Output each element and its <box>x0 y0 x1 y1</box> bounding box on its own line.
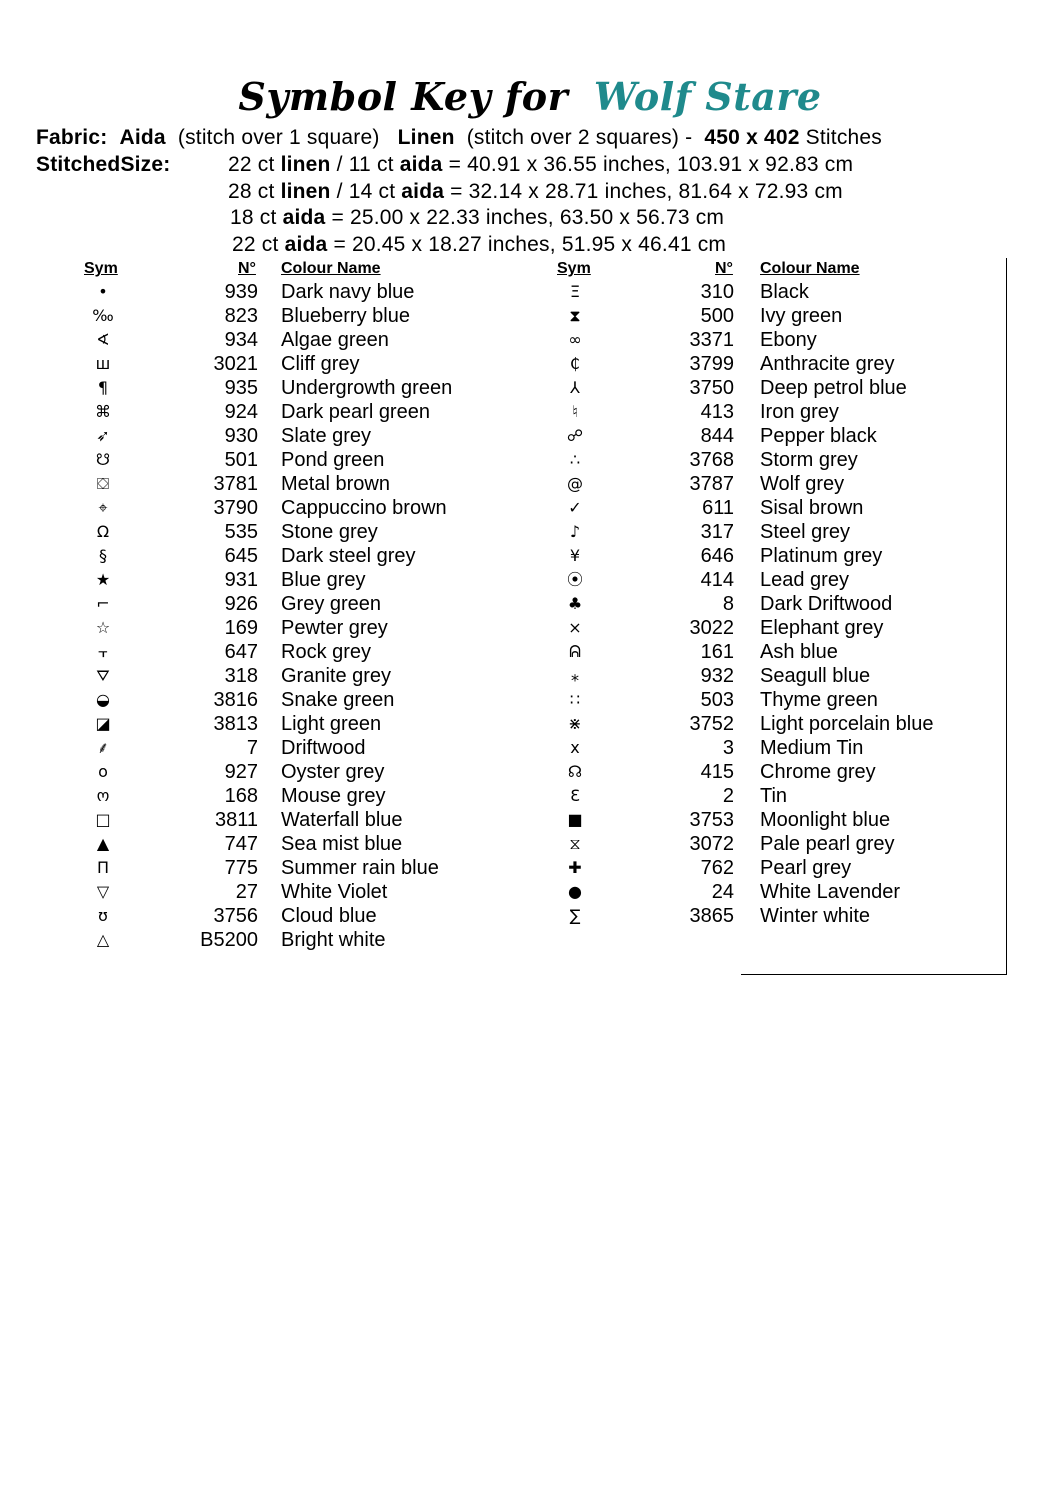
symbol-glyph: ● <box>568 882 582 901</box>
thread-number: 935 <box>224 377 258 399</box>
colour-name: Granite grey <box>281 665 392 687</box>
colour-name: Slate grey <box>281 425 372 447</box>
thread-number: 414 <box>700 569 734 591</box>
symbol-glyph: § <box>99 546 107 565</box>
thread-number: 3787 <box>689 473 734 495</box>
symbol-row <box>0 496 1060 520</box>
colour-name: Cappuccino brown <box>281 497 447 519</box>
size-sep: / 14 ct <box>336 180 396 203</box>
thread-number: 3865 <box>689 905 734 927</box>
symbol-glyph: ⨯ <box>568 618 582 637</box>
fabric-linen-note: (stitch over 2 squares) - <box>466 126 693 149</box>
page-title <box>0 74 1060 119</box>
colour-name: Pale pearl grey <box>760 833 895 855</box>
symbol-glyph: ⛋ <box>96 474 110 493</box>
title-pattern-name: Wolf Stare <box>593 74 822 119</box>
thread-number: 747 <box>224 833 258 855</box>
colour-name: Pepper black <box>760 425 877 447</box>
size-fabric: aida <box>284 233 328 256</box>
thread-number: 775 <box>224 857 258 879</box>
symbol-glyph: ☍ <box>566 426 584 445</box>
thread-number: 3781 <box>213 473 258 495</box>
thread-number: 932 <box>700 665 734 687</box>
symbol-glyph: ☋ <box>95 450 111 469</box>
thread-number: 3022 <box>689 617 734 639</box>
size-line <box>232 233 726 257</box>
symbol-glyph: ⌖ <box>98 498 108 517</box>
colour-name: Metal brown <box>281 473 390 495</box>
symbol-row <box>0 784 1060 808</box>
thread-number: 3021 <box>213 353 258 375</box>
symbol-row <box>0 424 1060 448</box>
thread-number: 317 <box>700 521 734 543</box>
thread-number: 161 <box>700 641 734 663</box>
thread-number: 310 <box>700 281 734 303</box>
colour-name: Sisal brown <box>760 497 864 519</box>
table-border-bottom <box>741 974 1007 975</box>
symbol-row <box>0 544 1060 568</box>
symbol-row <box>0 712 1060 736</box>
symbol-row <box>0 304 1060 328</box>
size-value: = 25.00 x 22.33 inches, 63.50 x 56.73 cm <box>331 206 725 229</box>
right-header-sym: Sym <box>557 260 591 277</box>
symbol-glyph: ☊ <box>567 762 583 781</box>
symbol-glyph: ‰ <box>92 306 114 325</box>
colour-name: Ebony <box>760 329 817 351</box>
colour-name: Driftwood <box>281 737 366 759</box>
symbol-row <box>0 400 1060 424</box>
symbol-glyph: ◪ <box>95 714 111 733</box>
thread-number: 611 <box>702 497 734 519</box>
colour-name: Elephant grey <box>760 617 884 639</box>
colour-name: Medium Tin <box>760 737 864 759</box>
symbol-row <box>0 688 1060 712</box>
symbol-glyph: ₵ <box>569 354 581 373</box>
colour-name: Light green <box>281 713 382 735</box>
colour-name: Ash blue <box>760 641 838 663</box>
symbol-glyph: ⁎ <box>571 666 579 685</box>
thread-number: 931 <box>224 569 258 591</box>
colour-name: Bright white <box>281 929 386 951</box>
thread-number: B5200 <box>200 929 258 951</box>
colour-name: Lead grey <box>760 569 849 591</box>
colour-name: Sea mist blue <box>281 833 403 855</box>
symbol-glyph: ✓ <box>568 498 582 517</box>
symbol-glyph: ◒ <box>96 690 110 709</box>
thread-number: 3816 <box>213 689 258 711</box>
colour-name: Tin <box>760 785 788 807</box>
colour-name: Blueberry blue <box>281 305 410 327</box>
thread-number: 3799 <box>689 353 734 375</box>
colour-name: Summer rain blue <box>281 857 439 879</box>
symbol-glyph: ⅄ <box>570 378 580 397</box>
symbol-glyph: ⦿ <box>566 570 583 589</box>
symbol-glyph: Ɛ <box>570 786 580 805</box>
fabric-aida: Aida <box>119 126 166 149</box>
symbol-glyph: ¶ <box>97 378 109 397</box>
thread-number: 927 <box>224 761 258 783</box>
thread-number: 934 <box>224 329 258 351</box>
symbol-row <box>0 280 1060 304</box>
left-header-name: Colour Name <box>281 260 381 277</box>
thread-number: 939 <box>224 281 258 303</box>
thread-number: 3750 <box>689 377 734 399</box>
symbol-glyph: ш <box>95 354 111 373</box>
thread-number: 7 <box>246 737 258 759</box>
stitch-count-label: Stitches <box>805 126 882 149</box>
symbol-glyph: ★ <box>95 570 111 589</box>
symbol-row <box>0 832 1060 856</box>
symbol-glyph: ∢ <box>96 330 110 349</box>
symbol-glyph: △ <box>96 930 110 949</box>
symbol-row <box>0 328 1060 352</box>
symbol-row <box>0 736 1060 760</box>
thread-number: 924 <box>224 401 258 423</box>
colour-name: Dark steel grey <box>281 545 416 567</box>
colour-name: Light porcelain blue <box>760 713 934 735</box>
thread-number: 2 <box>722 785 734 807</box>
symbol-glyph: ⌐ <box>96 594 110 613</box>
size-fabric: aida <box>282 206 326 229</box>
fabric-line <box>36 126 882 150</box>
thread-number: 535 <box>224 521 258 543</box>
symbol-glyph: ∞ <box>568 330 582 349</box>
colour-name: Storm grey <box>760 449 858 471</box>
colour-name: Deep petrol blue <box>760 377 907 399</box>
thread-number: 762 <box>700 857 734 879</box>
thread-number: 415 <box>700 761 734 783</box>
size-count: 22 ct <box>232 233 279 256</box>
symbol-glyph: o <box>98 762 108 781</box>
size-value: = 20.45 x 18.27 inches, 51.95 x 46.41 cm <box>333 233 727 256</box>
symbol-row <box>0 640 1060 664</box>
symbol-glyph: ⫟ <box>98 642 108 661</box>
symbol-glyph: ▽ <box>96 882 110 901</box>
colour-name: Dark pearl green <box>281 401 430 423</box>
symbol-glyph: ʊ <box>98 906 108 925</box>
colour-name: Dark Driftwood <box>760 593 893 615</box>
symbol-glyph: ♣ <box>567 594 583 613</box>
symbol-row <box>0 880 1060 904</box>
colour-name: Cliff grey <box>281 353 360 375</box>
colour-name: Stone grey <box>281 521 378 543</box>
symbol-glyph: ᕱ <box>569 642 581 661</box>
colour-name: Dark navy blue <box>281 281 415 303</box>
thread-number: 647 <box>224 641 258 663</box>
symbol-row <box>0 616 1060 640</box>
colour-name: Steel grey <box>760 521 851 543</box>
symbol-row <box>0 904 1060 928</box>
colour-name: Rock grey <box>281 641 372 663</box>
thread-number: 930 <box>224 425 258 447</box>
colour-name: Thyme green <box>760 689 878 711</box>
thread-number: 3752 <box>689 713 734 735</box>
symbol-glyph: ✚ <box>568 858 582 877</box>
symbol-row <box>0 928 530 952</box>
thread-number: 926 <box>224 593 258 615</box>
symbol-glyph: • <box>98 282 108 301</box>
thread-number: 169 <box>224 617 258 639</box>
colour-name: Blue grey <box>281 569 366 591</box>
stitched-size-label: StitchedSize: <box>36 153 171 176</box>
title-prefix: Symbol Key for <box>238 74 569 119</box>
thread-number: 500 <box>700 305 734 327</box>
colour-name: Waterfall blue <box>281 809 403 831</box>
symbol-row <box>0 808 1060 832</box>
thread-number: 3813 <box>213 713 258 735</box>
symbol-row <box>0 376 1060 400</box>
symbol-glyph: ⧗ <box>569 306 581 325</box>
thread-number: 3768 <box>689 449 734 471</box>
symbol-row <box>0 856 1060 880</box>
colour-name: White Lavender <box>760 881 901 903</box>
table-border-right <box>1006 258 1007 974</box>
colour-name: Pewter grey <box>281 617 388 639</box>
thread-number: 3 <box>722 737 734 759</box>
thread-number: 844 <box>700 425 734 447</box>
symbol-glyph: ⸙ <box>96 738 109 757</box>
fabric-label: Fabric: <box>36 126 108 149</box>
colour-name: Wolf grey <box>760 473 845 495</box>
thread-number: 27 <box>235 881 258 903</box>
symbol-row <box>0 568 1060 592</box>
size-line <box>228 180 843 204</box>
thread-number: 501 <box>224 449 258 471</box>
fabric-aida-note: (stitch over 1 square) <box>177 126 380 149</box>
colour-name: Oyster grey <box>281 761 385 783</box>
thread-number: 646 <box>700 545 734 567</box>
symbol-glyph: x <box>570 738 580 757</box>
symbol-glyph: ო <box>96 786 110 805</box>
size-value: = 40.91 x 36.55 inches, 103.91 x 92.83 cm <box>448 153 854 176</box>
colour-name: Black <box>760 281 809 303</box>
symbol-glyph: ⧖ <box>569 834 581 853</box>
colour-name: Iron grey <box>760 401 839 423</box>
colour-name: Anthracite grey <box>760 353 895 375</box>
thread-number: 645 <box>224 545 258 567</box>
symbol-glyph: □ <box>95 810 111 829</box>
colour-name: Chrome grey <box>760 761 876 783</box>
thread-number: 3753 <box>689 809 734 831</box>
colour-name: Ivy green <box>760 305 843 327</box>
size-fabric2: aida <box>401 180 445 203</box>
symbol-glyph: ∷ <box>569 690 581 709</box>
left-header-num: N° <box>238 260 256 277</box>
size-line <box>230 206 724 230</box>
thread-number: 503 <box>700 689 734 711</box>
symbol-glyph: ⛛ <box>96 666 110 685</box>
thread-number: 413 <box>700 401 734 423</box>
colour-name: Moonlight blue <box>760 809 891 831</box>
symbol-row <box>0 352 1060 376</box>
symbol-glyph: ➶ <box>96 426 110 445</box>
symbol-glyph: Π <box>96 858 110 877</box>
colour-name: Cloud blue <box>281 905 377 927</box>
colour-name: Undergrowth green <box>281 377 453 399</box>
symbol-row <box>0 760 1060 784</box>
right-symbol-list <box>0 280 1060 928</box>
symbol-glyph: ♪ <box>569 522 581 541</box>
fabric-linen: Linen <box>397 126 455 149</box>
stitch-count: 450 x 402 <box>704 126 800 149</box>
symbol-glyph: ■ <box>567 810 583 829</box>
colour-name: Pearl grey <box>760 857 852 879</box>
symbol-row <box>0 664 1060 688</box>
symbol-glyph: ♮ <box>572 402 578 421</box>
colour-name: Snake green <box>281 689 395 711</box>
thread-number: 8 <box>722 593 734 615</box>
size-count: 22 ct <box>228 153 275 176</box>
symbol-glyph: @ <box>567 474 583 493</box>
thread-number: 3756 <box>213 905 258 927</box>
colour-name: Platinum grey <box>760 545 883 567</box>
thread-number: 823 <box>224 305 258 327</box>
left-header-sym: Sym <box>84 260 118 277</box>
colour-name: Grey green <box>281 593 382 615</box>
colour-name: Seagull blue <box>760 665 871 687</box>
symbol-row <box>0 520 1060 544</box>
colour-name: Algae green <box>281 329 389 351</box>
symbol-row <box>0 448 1060 472</box>
colour-name: Mouse grey <box>281 785 386 807</box>
symbol-glyph: ⋇ <box>568 714 582 733</box>
size-sep: / 11 ct <box>336 153 394 176</box>
size-fabric: linen <box>280 180 331 203</box>
symbol-glyph: ∑ <box>569 906 581 925</box>
thread-number: 318 <box>224 665 258 687</box>
size-value: = 32.14 x 28.71 inches, 81.64 x 72.93 cm <box>450 180 843 203</box>
colour-name: Winter white <box>760 905 871 927</box>
size-count: 18 ct <box>230 206 277 229</box>
thread-number: 24 <box>711 881 734 903</box>
symbol-glyph: Ω <box>96 522 110 541</box>
symbol-glyph: ☆ <box>95 618 111 637</box>
colour-name: White Violet <box>281 881 388 903</box>
symbol-glyph: ¥ <box>569 546 581 565</box>
right-header-name: Colour Name <box>760 260 860 277</box>
thread-number: 168 <box>224 785 258 807</box>
thread-number: 3790 <box>213 497 258 519</box>
symbol-glyph: Ξ <box>569 282 581 301</box>
thread-number: 3371 <box>689 329 734 351</box>
symbol-glyph: ∴ <box>569 450 581 469</box>
size-count: 28 ct <box>228 180 275 203</box>
symbol-glyph: ⌘ <box>95 402 111 421</box>
colour-name: Pond green <box>281 449 385 471</box>
symbol-row <box>0 592 1060 616</box>
symbol-glyph: ▲ <box>96 834 110 853</box>
thread-number: 3811 <box>214 809 258 831</box>
symbol-row <box>0 472 1060 496</box>
size-line <box>228 153 853 177</box>
right-header-num: N° <box>715 260 733 277</box>
thread-number: 3072 <box>689 833 734 855</box>
size-fabric2: aida <box>399 153 443 176</box>
size-fabric: linen <box>280 153 331 176</box>
